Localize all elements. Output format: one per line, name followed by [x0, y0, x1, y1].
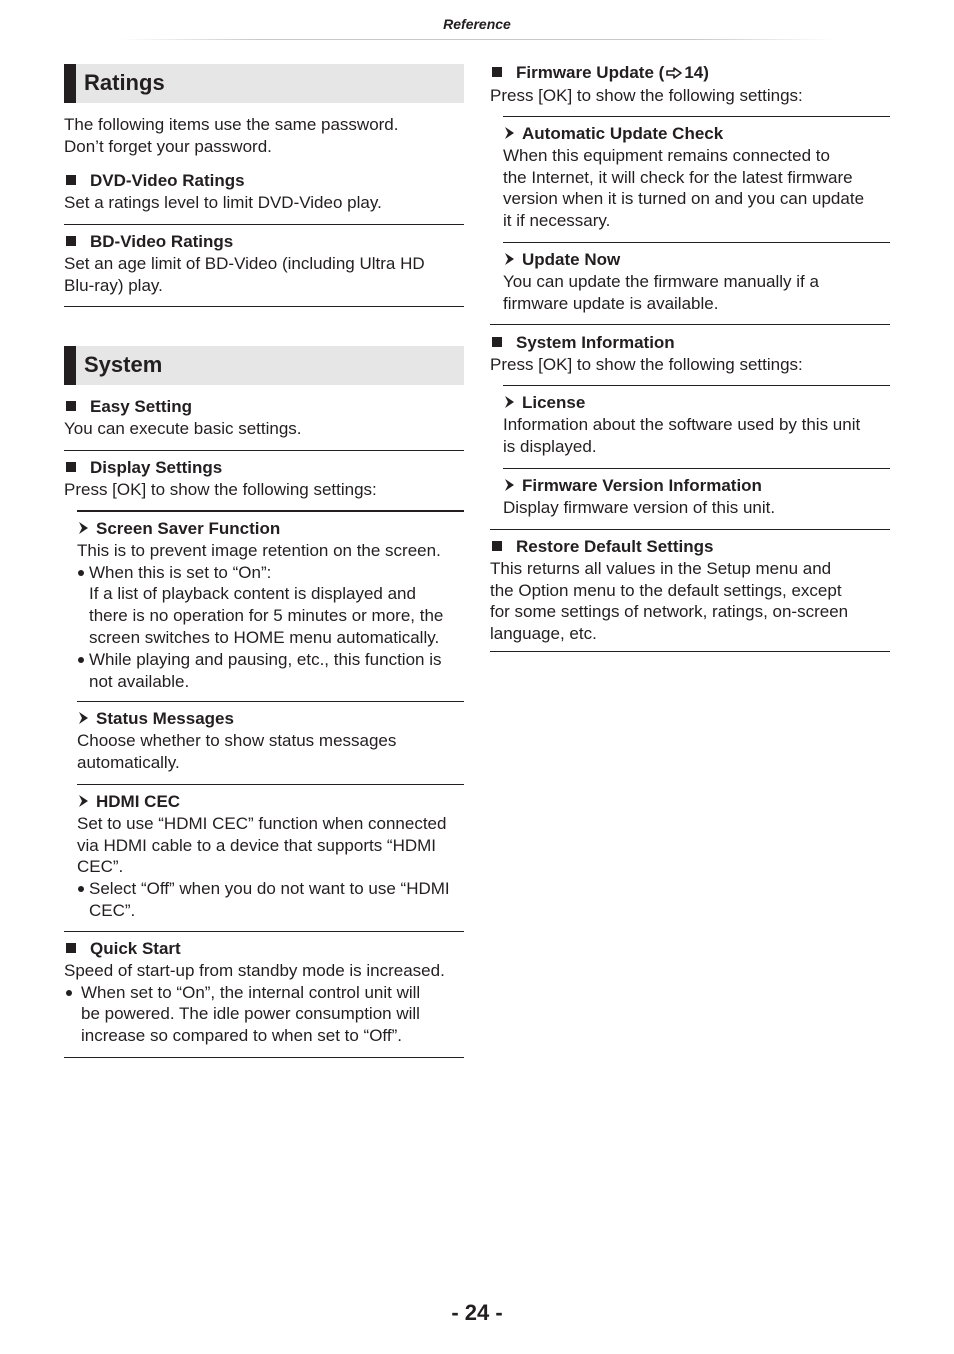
chevron-right-icon [503, 126, 516, 140]
license-title: License [503, 392, 890, 414]
divider [503, 385, 890, 386]
display-settings-item [64, 457, 464, 501]
square-bullet-icon [492, 541, 502, 551]
easy-setting-item [64, 396, 464, 440]
restore-default-settings-desc: This returns all values in the Setup menu and [490, 558, 832, 578]
screen-saver-title: Screen Saver Function [77, 518, 464, 540]
firmware-update-page-ref: 14) [684, 63, 709, 82]
firmware-version-info-desc: Display firmware version of this unit. [503, 497, 776, 517]
dvd-video-ratings-title: DVD-Video Ratings [64, 170, 464, 192]
chevron-right-icon [503, 252, 516, 266]
hdmi-cec-note: Select “Off” when you do not want to use “HDMI CEC”. [77, 878, 464, 922]
square-bullet-icon [66, 236, 76, 246]
bd-video-ratings-desc: Set an age limit of BD-Video (including Ultra HD [64, 253, 425, 273]
chevron-right-icon [503, 478, 516, 492]
automatic-update-check-desc: version when it is turned on and you can update [503, 189, 865, 209]
update-now-desc: You can update the firmware manually if a [503, 271, 819, 291]
divider [77, 510, 464, 512]
status-messages-desc: Choose whether to show status messages [77, 730, 397, 750]
easy-setting-desc: You can execute basic settings. [64, 418, 302, 438]
square-bullet-icon [66, 401, 76, 411]
system-information-title: System Information [490, 332, 890, 354]
divider [77, 701, 464, 702]
square-bullet-icon [66, 175, 76, 185]
license-item [503, 392, 890, 457]
quick-start-item [64, 938, 464, 1047]
hdmi-cec-item [77, 791, 464, 922]
hdmi-cec-desc: via HDMI cable to a device that supports “HDMI [77, 835, 437, 855]
restore-default-settings-title: Restore Default Settings [490, 536, 890, 558]
divider [503, 116, 890, 117]
bd-video-ratings-item [64, 231, 464, 296]
quick-start-note: When set to “On”, the internal control unit will be powered. The idle power consumption will increase so compared to when set to “Off”. [64, 982, 464, 1047]
firmware-version-info-item [503, 475, 890, 519]
automatic-update-check-title: Automatic Update Check [503, 123, 890, 145]
chevron-right-icon [77, 521, 90, 535]
ratings-heading-text: Ratings [84, 70, 165, 95]
dvd-video-ratings-desc: Set a ratings level to limit DVD-Video play. [64, 192, 382, 212]
hdmi-cec-desc: Set to use “HDMI CEC” function when connected [77, 813, 447, 833]
hdmi-cec-title: HDMI CEC [77, 791, 464, 813]
quick-start-desc: Speed of start-up from standby mode is increased. [64, 960, 445, 980]
firmware-update-title: Firmware Update ( 14) [490, 62, 890, 85]
update-now-title: Update Now [503, 249, 890, 271]
status-messages-item [77, 708, 464, 773]
divider [490, 324, 890, 325]
restore-default-settings-desc: for some settings of network, ratings, on-screen [490, 602, 849, 622]
chevron-right-icon [77, 711, 90, 725]
divider [64, 450, 464, 451]
automatic-update-check-desc: When this equipment remains connected to [503, 145, 830, 165]
screen-saver-note: While playing and pausing, etc., this function is not available. [77, 649, 464, 693]
system-heading-text: System [84, 352, 163, 377]
automatic-update-check-desc: it if necessary. [503, 211, 611, 231]
divider [64, 306, 464, 307]
license-desc: is displayed. [503, 436, 597, 456]
update-now-desc: firmware update is available. [503, 293, 719, 313]
status-messages-desc: automatically. [77, 752, 180, 772]
divider [490, 651, 890, 652]
automatic-update-check-item [503, 123, 890, 232]
running-header: Reference [443, 16, 511, 32]
hdmi-cec-desc: CEC”. [77, 857, 124, 877]
firmware-update-item [490, 62, 890, 107]
divider [503, 468, 890, 469]
firmware-update-desc: Press [OK] to show the following settings: [490, 85, 803, 105]
screen-saver-item [77, 518, 464, 692]
system-information-item [490, 332, 890, 376]
restore-default-settings-desc: the Option menu to the default settings, except [490, 580, 842, 600]
divider [490, 529, 890, 530]
screen-saver-note: When this is set to “On”: If a list of playback content is displayed and there is no operation for 5 minutes or more, the screen switches to HOME menu automatically. [77, 562, 464, 649]
firmware-version-info-title: Firmware Version Information [503, 475, 890, 497]
system-section-heading [64, 346, 464, 385]
divider [64, 1057, 464, 1058]
ratings-intro-line: Don’t forget your password. [64, 136, 272, 156]
square-bullet-icon [492, 337, 502, 347]
license-desc: Information about the software used by this unit [503, 414, 861, 434]
square-bullet-icon [66, 462, 76, 472]
ratings-section-heading [64, 64, 464, 103]
system-information-desc: Press [OK] to show the following settings: [490, 354, 803, 374]
ratings-intro-line: The following items use the same password. [64, 115, 399, 134]
divider [77, 784, 464, 785]
update-now-item [503, 249, 890, 314]
automatic-update-check-desc: the Internet, it will check for the latest firmware [503, 167, 853, 187]
status-messages-title: Status Messages [77, 708, 464, 730]
display-settings-title: Display Settings [64, 457, 464, 479]
dvd-video-ratings-item [64, 170, 464, 214]
restore-default-settings-desc: language, etc. [490, 624, 597, 644]
square-bullet-icon [66, 943, 76, 953]
chevron-right-icon [77, 794, 90, 808]
divider [503, 242, 890, 243]
divider [64, 224, 464, 225]
divider [64, 931, 464, 932]
ratings-intro [64, 114, 464, 158]
easy-setting-title: Easy Setting [64, 396, 464, 418]
bd-video-ratings-desc: Blu-ray) play. [64, 275, 163, 295]
chevron-right-icon [503, 395, 516, 409]
square-bullet-icon [492, 67, 502, 77]
page-reference-arrow-icon [666, 63, 682, 85]
bd-video-ratings-title: BD-Video Ratings [64, 231, 464, 253]
screen-saver-desc: This is to prevent image retention on the screen. [77, 540, 441, 560]
quick-start-title: Quick Start [64, 938, 464, 960]
restore-default-settings-item [490, 536, 890, 645]
header-divider [120, 39, 834, 40]
display-settings-desc: Press [OK] to show the following settings: [64, 479, 377, 499]
page-number: - 24 - [451, 1300, 503, 1325]
